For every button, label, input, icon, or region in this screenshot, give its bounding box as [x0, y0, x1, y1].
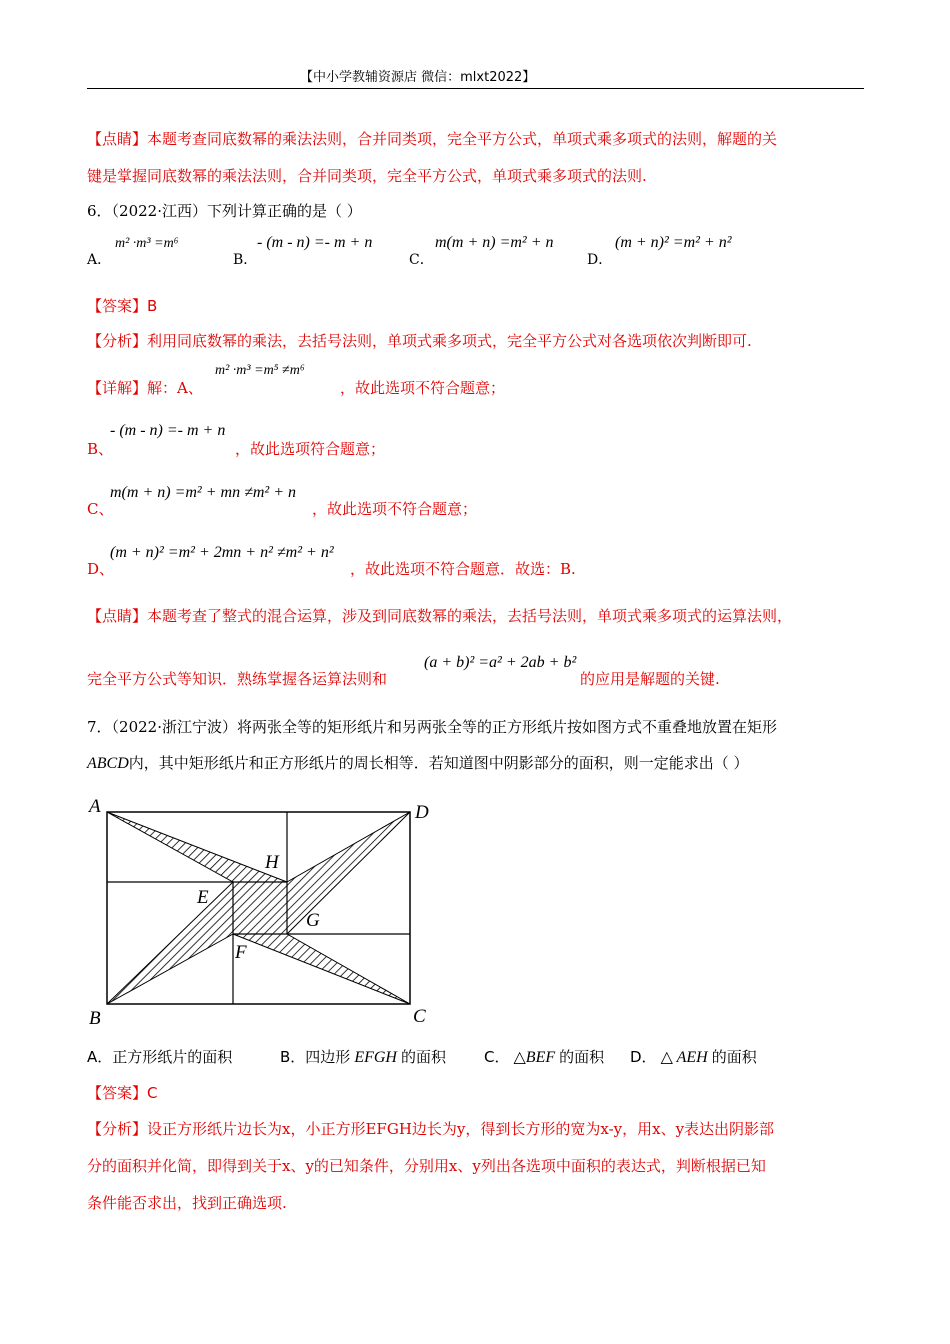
label-b: B: [89, 1008, 101, 1029]
option-label: B．: [280, 1048, 306, 1066]
shaded-triangle-cfg: [233, 934, 410, 1004]
prev-comment-line1: [87, 128, 777, 150]
q6-detail-c-label: C、: [87, 500, 114, 518]
label-d: D: [415, 802, 429, 823]
q7-stem-line1: 7．（2022·浙江宁波）将两张全等的矩形纸片和另两张全等的正方形纸片按如图方式不重叠地放置在矩形: [87, 718, 777, 736]
q7-option-a: [87, 1046, 232, 1068]
option-label: A．: [87, 252, 112, 268]
option-expr: △BEF: [513, 1049, 556, 1066]
q6-detail-d-text: ，故此选项不符合题意．故选：B.: [350, 560, 576, 578]
q6-detail-d-expr: (m + n)² =m² + 2mn + n² ≠m² + n²: [110, 544, 334, 561]
option-text: 正方形纸片的面积: [112, 1048, 233, 1066]
q6-detail-c-text: ，故此选项不符合题意；: [312, 500, 478, 518]
q6-comment-line2a: 完全平方公式等知识．熟练掌握各运算法则和: [87, 670, 388, 688]
analysis-text: 设正方形纸片边长为x，小正方形EFGH边长为y，得到长方形的宽为x-y，用x、y表达出阴影部: [147, 1120, 775, 1138]
q6-comment-expr: (a + b)² =a² + 2ab + b²: [424, 654, 577, 671]
option-label: D．: [587, 252, 613, 268]
q7-option-c: [484, 1046, 604, 1069]
option-expr: EFGH: [354, 1049, 397, 1066]
shaded-square-efgh: [233, 882, 287, 934]
q7-analysis-line1: [87, 1118, 774, 1140]
comment-tag: 【点睛】: [87, 607, 148, 625]
q7-option-b: [280, 1046, 446, 1069]
shaded-triangle-bef: [107, 882, 233, 1004]
option-label: C．: [409, 252, 434, 268]
analysis-tag: 【分析】: [87, 1120, 148, 1138]
q7-analysis-line2: 分的面积并化简，即得到关于x、y的已知条件，分别用x、y列出各选项中面积的表达式，判断根据已知: [87, 1157, 766, 1175]
option-label: D．: [630, 1048, 657, 1066]
option-text: 的面积: [711, 1048, 757, 1066]
option-label: C．: [484, 1048, 510, 1066]
q6-stem: 6．（2022·江西）下列计算正确的是（ ）: [87, 202, 362, 220]
label-e: E: [197, 887, 209, 908]
option-expr: m² ·m³ =m⁶: [115, 236, 179, 251]
detail-lead: 解：A、: [147, 379, 203, 397]
q7-stem-line2: [87, 752, 749, 775]
q6-detail-a: [87, 377, 203, 399]
option-label: B．: [233, 252, 258, 268]
q7-answer: [87, 1082, 158, 1104]
option-pre: 四边形: [305, 1048, 351, 1066]
stem-text: 内，其中矩形纸片和正方形纸片的周长相等．若知道图中阴影部分的面积，则一定能求出（ ）: [128, 754, 749, 772]
q6-detail-c-expr: m(m + n) =m² + mn ≠m² + n: [110, 484, 296, 501]
q6-answer: [87, 295, 157, 317]
option-text: 的面积: [559, 1048, 605, 1066]
answer-value: B: [147, 297, 158, 315]
label-f: F: [235, 942, 247, 963]
answer-value: C: [147, 1084, 158, 1102]
analysis-text: 利用同底数幂的乘法，去括号法则，单项式乘多项式，完全平方公式对各选项依次判断即可.: [147, 332, 752, 350]
label-g: G: [306, 910, 320, 931]
q6-detail-b-expr: - (m - n) =- m + n: [110, 422, 226, 439]
q6-detail-b-text: ，故此选项符合题意；: [235, 440, 386, 458]
option-expr: - (m - n) =- m + n: [257, 234, 373, 251]
q6-analysis: [87, 330, 752, 352]
label-h: H: [265, 852, 279, 873]
option-expr: m(m + n) =m² + n: [435, 234, 554, 251]
answer-tag: 【答案】: [87, 297, 148, 315]
option-text: 的面积: [400, 1048, 446, 1066]
q6-detail-d-label: D、: [87, 560, 115, 578]
option-expr: (m + n)² =m² + n²: [615, 234, 732, 251]
comment-tag: 【点睛】: [87, 130, 148, 148]
q6-comment-line2b: 的应用是解题的关键.: [580, 670, 720, 688]
option-expr: △ AEH: [660, 1049, 708, 1066]
shaded-triangle-aeh: [107, 812, 287, 882]
q6-detail-b-label: B、: [87, 440, 114, 458]
comment-text: 本题考查同底数幂的乘法法则，合并同类项，完全平方公式，单项式乘多项式的法则，解题的关: [147, 130, 778, 148]
page-header: 【中小学教辅资源店 微信：mlxt2022】: [300, 70, 536, 85]
option-label: A．: [87, 1048, 113, 1066]
label-c: C: [413, 1006, 426, 1027]
prev-comment-line2: 键是掌握同底数幂的乘法法则，合并同类项，完全平方公式，单项式乘多项式的法则.: [87, 167, 647, 185]
q7-analysis-line3: 条件能否求出，找到正确选项.: [87, 1194, 287, 1212]
comment-text: 本题考查了整式的混合运算，涉及到同底数幂的乘法，去括号法则，单项式乘多项式的运算法则，: [147, 607, 793, 625]
q6-comment-line1: [87, 605, 792, 627]
q6-detail-a-text: ，故此选项不符合题意；: [340, 379, 506, 397]
header-rule: [87, 88, 864, 89]
rect-abcd: ABCD: [87, 755, 129, 772]
label-a: A: [89, 796, 101, 817]
detail-tag: 【详解】: [87, 379, 148, 397]
geometry-figure: [85, 790, 445, 1035]
q6-detail-a-expr: m² ·m³ =m⁵ ≠m⁶: [215, 363, 305, 378]
answer-tag: 【答案】: [87, 1084, 148, 1102]
q7-option-d: [630, 1046, 757, 1069]
analysis-tag: 【分析】: [87, 332, 148, 350]
